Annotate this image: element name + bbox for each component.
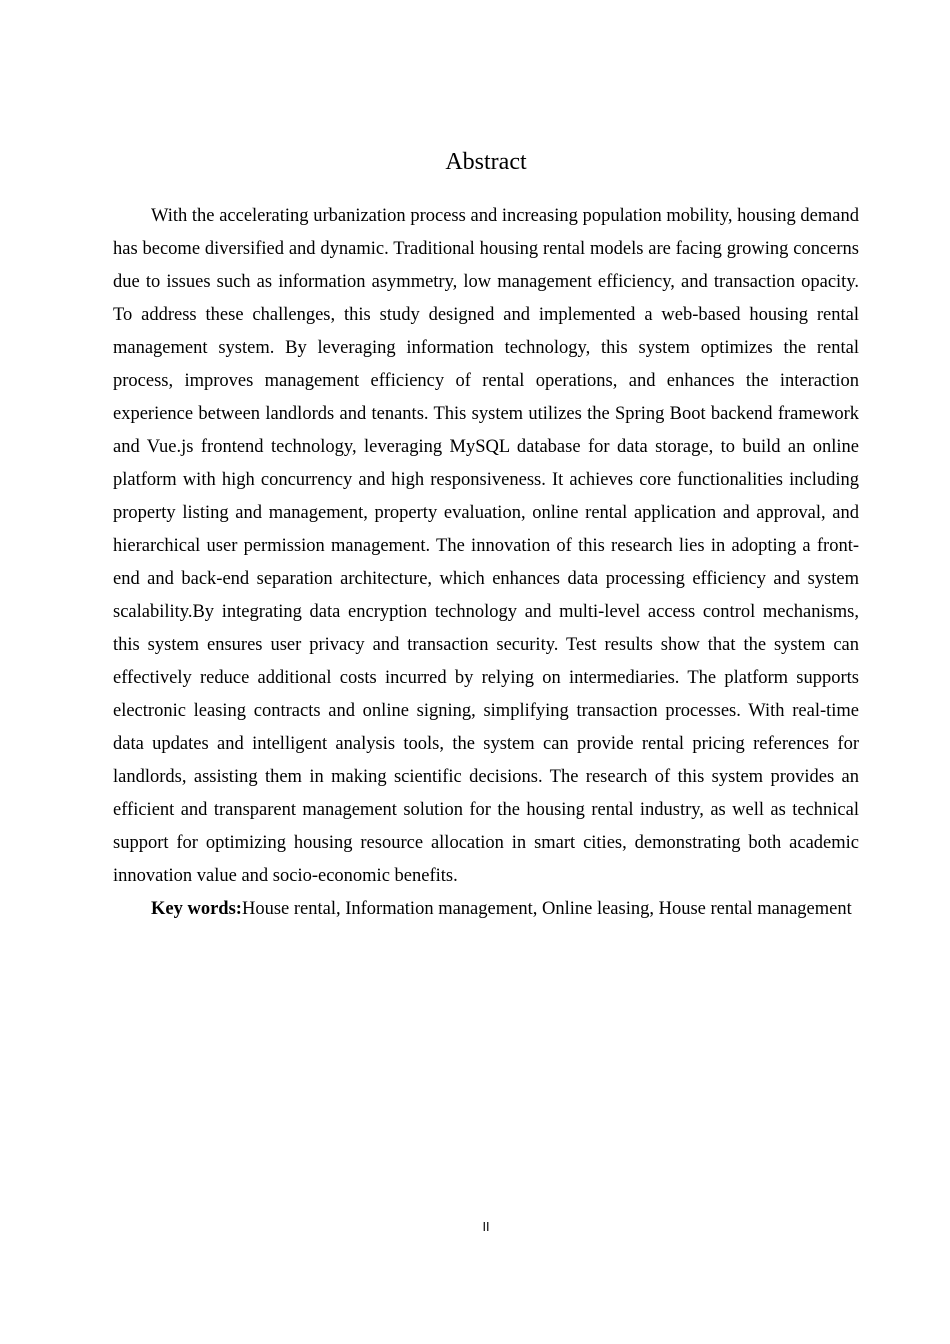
keywords-line bbox=[113, 893, 859, 926]
keywords-text: House rental, Information management, Online leasing, House rental management bbox=[241, 899, 852, 919]
abstract-paragraph: With the accelerating urbanization process and increasing population mobility, housing demand has become diversified and dynamic. Traditional housing rental models are facing growing concerns due to issues such as information asymmetry, low management efficiency, and transaction opacity. To address these challenges, this study designed and implemented a web-based housing rental management system. By leveraging information technology, this system optimizes the rental process, improves management efficiency of rental operations, and enhances the interaction experience between landlords and tenants. This system utilizes the Spring Boot backend framework and Vue.js frontend technology, leveraging MySQL database for data storage, to build an online platform with high concurrency and high responsiveness. It achieves core functionalities including property listing and management, property evaluation, online rental application and approval, and hierarchical user permission management. The innovation of this research lies in adopting a front-end and back-end separation architecture, which enhances data processing efficiency and system scalability.By integrating data encryption technology and multi-level access control mechanisms, this system ensures user privacy and transaction security. Test results show that the system can effectively reduce additional costs incurred by relying on intermediaries. The platform supports electronic leasing contracts and online signing, simplifying transaction processes. With real-time data updates and intelligent analysis tools, the system can provide rental pricing references for landlords, assisting them in making scientific decisions. The research of this system provides an efficient and transparent management solution for the housing rental industry, as well as technical support for optimizing housing resource allocation in smart cities, demonstrating both academic innovation value and socio-economic benefits. bbox=[113, 206, 859, 886]
keywords-label: Key words: bbox=[151, 899, 242, 919]
abstract-body bbox=[113, 200, 859, 926]
abstract-title: Abstract bbox=[445, 149, 527, 175]
page-number: II bbox=[482, 1220, 490, 1234]
